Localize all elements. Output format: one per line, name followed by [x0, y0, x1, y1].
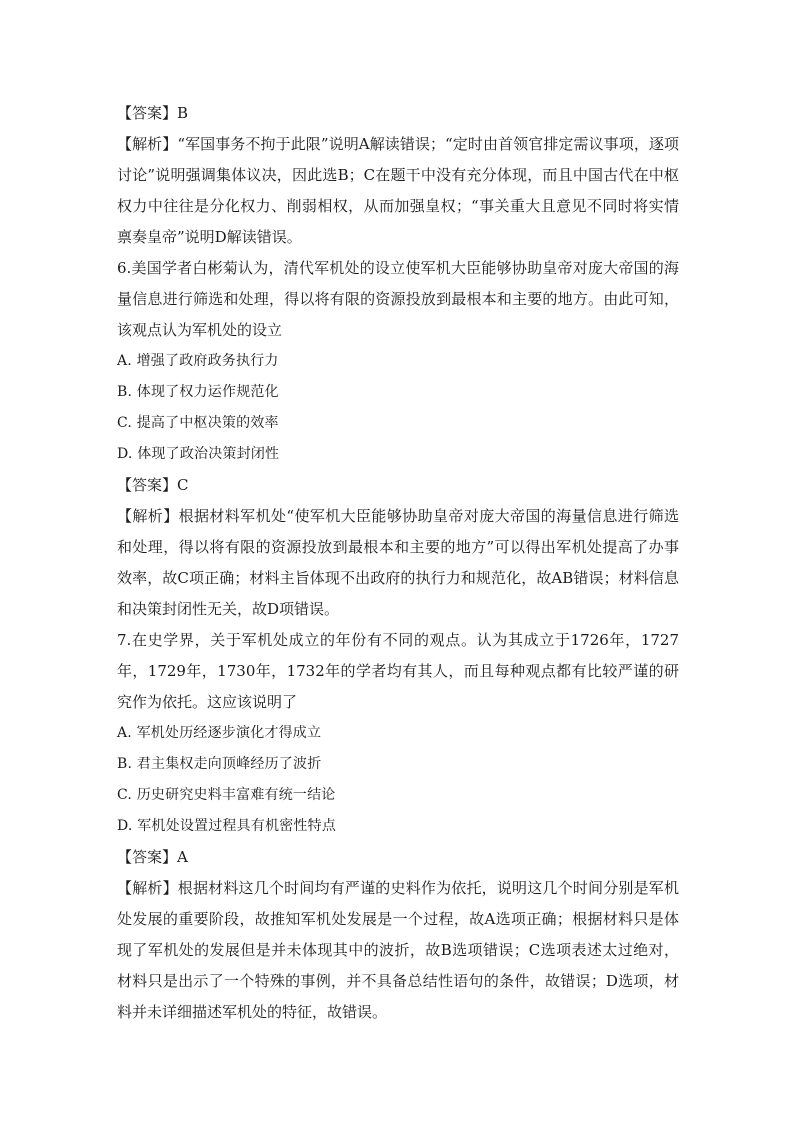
- analysis-q7: 【解析】根据材料这几个时间均有严谨的史料作为依托，说明这几个时间分别是军机处发展的重要阶段，故推知军机处发展是一个过程，故A选项正确；根据材料只是体现了军机处的发展但是并未体现其中的波折，故B选项错误；C选项表述太过绝对，材料只是出示了一个特殊的事例，并不具备总结性语句的条件，故错误；D选项，材料并未详细描述军机处的特征，故错误。: [117, 879, 679, 1021]
- q7-option-c: C. 历史研究史料丰富难有统一结论: [117, 787, 336, 803]
- question-6: 6.美国学者白彬菊认为，清代军机处的设立使军机大臣能够协助皇帝对庞大帝国的海量信息进行筛选和处理，得以将有限的资源投放到最根本和主要的地方。由此可知，该观点认为军机处的设立: [117, 259, 679, 339]
- q7-option-a: A. 军机处历经逐步演化才得成立: [117, 725, 322, 741]
- answer-q5: 【答案】B: [117, 104, 189, 122]
- analysis-q5: 【解析】“军国事务不拘于此限”说明A解读错误；“定时由首领官排定需议事项，逐项讨论”说明强调集体议决，因此选B；C在题干中没有充分体现，而且中国古代在中枢权力中往往是分化权力、削弱相权，从而加强皇权；“事关重大且意见不同时将实情禀奏皇帝”说明D解读错误。: [117, 135, 679, 246]
- q6-option-c: C. 提高了中枢决策的效率: [117, 415, 279, 431]
- q6-option-d: D. 体现了政治决策封闭性: [117, 446, 280, 462]
- answer-q7: 【答案】A: [117, 848, 188, 866]
- answer-q6: 【答案】C: [117, 476, 189, 494]
- question-7: 7.在史学界，关于军机处成立的年份有不同的观点。认为其成立于1726年，1727年，1729年，1730年，1732年的学者均有其人，而且每种观点都有比较严谨的研究作为依托。这应该说明了: [117, 631, 679, 711]
- q6-option-b: B. 体现了权力运作规范化: [117, 384, 279, 400]
- document-page: [117, 98, 679, 1028]
- q6-option-a: A. 增强了政府政务执行力: [117, 353, 279, 369]
- q7-option-b: B. 君主集权走向顶峰经历了波折: [117, 756, 322, 772]
- analysis-q6: 【解析】根据材料军机处“使军机大臣能够协助皇帝对庞大帝国的海量信息进行筛选和处理，得以将有限的资源投放到最根本和主要的地方”可以得出军机处提高了办事效率，故C项正确；材料主旨体现不出政府的执行力和规范化，故AB错误；材料信息和决策封闭性无关，故D项错误。: [117, 507, 679, 618]
- q7-option-d: D. 军机处设置过程具有机密性特点: [117, 818, 337, 834]
